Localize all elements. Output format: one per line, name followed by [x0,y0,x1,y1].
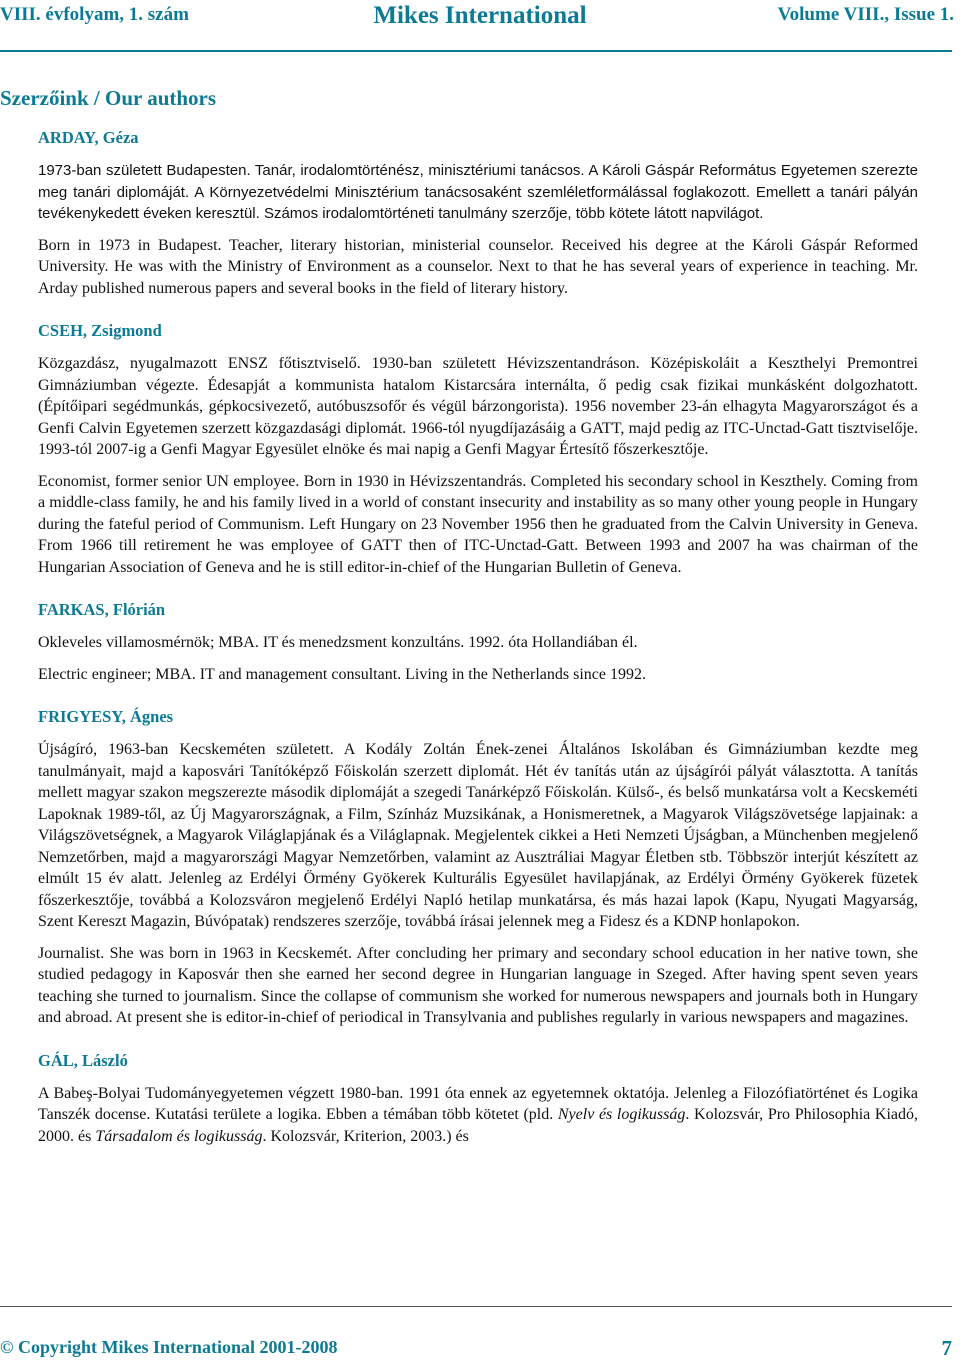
author-name: ARDAY, Géza [38,128,139,147]
author-name: GÁL, László [38,1050,128,1070]
bio-hungarian [38,1083,918,1148]
author-name: FARKAS, Flórián [38,600,166,619]
header-issue-english: Volume VIII., Issue 1. [777,4,954,25]
author-entry-gal [38,1051,918,1148]
header-journal-title: Mikes International [373,2,587,29]
author-entry-farkas [38,600,918,685]
footer-divider [0,1306,952,1307]
section-title: Szerzőink / Our authors [0,86,217,110]
bio-hungarian: Újságíró, 1963-ban Kecskeméten született. A Kodály Zoltán Ének-zenei Általános Iskolában és Gimnáziumban kezdte meg tanulmányait, majd a kaposvári Tanítóképző Főiskolán szerzett diplomát. Hét év tanítás után az újságírói pályát választotta. A tanítás mellett magyar szakon megszerezte második diplomáját a szegedi Tanárképző Főiskolán. Külső-, és belső munkatársa volt a Kecskeméti Lapoknak 1989-től, az Új Magyarországnak, a Film, Színház Muzsikának, a Honismeretnek, a Magyarok Világszövetsége lapjainak: a Világszövetségnek, a Magyarok Világlapjának és a Világlapnak. Megjelentek cikkei a Heti Nemzeti Újságban, a Münchenben megjelenő Nemzetőrben, majd a magyarországi Magyar Nemzetőrben, valamint az Ausztráliai Magyar Életben stb. Többször interjút készített az elmúlt 15 év alatt. Jelenleg az Erdélyi Örmény Gyökerek Kulturális Egyesület havilapjának, az Erdélyi Örmény Gyökerek füzetek főszerkesztője, továbbá a Kolozsváron megjelenő Erdélyi Napló hetilap munkatársa, és más hazai lapok (Kapu, Nyugati Magyarság, Szent Kereszt Magazin, Búvópatak) rendszeres szerzője, továbbá írásai jelennek meg a Fidesz és a KDNP honlapokon. [38,741,918,930]
authors-list [38,128,918,1157]
bio-hungarian: Közgazdász, nyugalmazott ENSZ főtisztviselő. 1930-ban született Hévizszentandráson. Középiskoláit a Keszthelyi Premontrei Gimnáziumban végezte. Édesapját a kommunista hatalom Kistarcsára internálta, ő pedig csak fizikai munkásként dolgozhatott. (Építőipari segédmunkás, gépkocsivezető, autóbuszsofőr és végül bárzongorista). 1956 november 23-án elhagyta Magyarországot és a Genfi Calvin Egyetemen szerzett közgazdasági diplomát. 1966-tól nyugdíjazásáig a GATT, majd pedig az ITC-Unctad-Gatt tisztviselője. 1993-tól 2007-ig a Genfi Magyar Egyesület elnöke és mai napig a Genfi Magyar Értesítő főszerkesztője. [38,355,918,458]
bio-english: Electric engineer; MBA. IT and management consultant. Living in the Netherlands since 1992. [38,665,646,683]
author-name: CSEH, Zsigmond [38,321,162,340]
bio-english: Economist, former senior UN employee. Born in 1930 in Hévizszentandrás. Completed his secondary school in Keszthely. Coming from a middle-class family, he and his family lived in a world of constant insecurity and instability as so many other young people in Hungary during the fateful period of Communism. Left Hungary on 23 November 1956 then he graduated from the Calvin University in Geneva. From 1966 till retirement he was employee of GATT then of ITC-Unctad-Gatt. Between 1993 and 2007 ha was chairman of the Hungarian Association of Geneva and he is still editor-in-chief of the Hungarian Bulletin of Geneva. [38,472,918,576]
book-title: Nyelv és logikusság [557,1106,686,1123]
bio-hungarian: Okleveles villamosmérnök; MBA. IT és menedzsment konzultáns. 1992. óta Hollandiában él. [38,634,638,651]
footer-copyright: © Copyright Mikes International 2001-2008 [0,1337,338,1357]
page-header [0,0,960,40]
bio-text-part: . Kolozsvár, Kriterion, 2003.) és [262,1127,469,1145]
header-issue-hungarian: VIII. évfolyam, 1. szám [0,4,189,25]
book-title: Társadalom és logikusság [95,1127,263,1145]
author-name: FRIGYESY, Ágnes [38,707,174,726]
bio-english: Journalist. She was born in 1963 in Kecskemét. After concluding her primary and secondary school education in her native town, she studied pedagogy in Kaposvár then she earned her second degree in Hungarian language in Szeged. After having spent seven years teaching she turned to journalism. Since the collapse of communism she worked for numerous newspapers and journals both in Hungary and abroad. At present she is editor-in-chief of periodical in Transylvania and publishes regularly in various newspapers and magazines. [38,944,918,1026]
bio-hungarian: 1973-ban született Budapesten. Tanár, irodalomtörténész, minisztériumi tanácsos. A Károli Gáspár Református Egyetemen szerezte meg tanári diplomáját. A Környezetvédelmi Minisztérium tanácsosaként szemléletformálással foglakozott. Emellett a tanári pályán tevékenykedett éveken keresztül. Számos irodalomtörténeti tanulmány szerzője, több kötete látott napvilágot. [38,162,918,222]
bio-text-part: . Kolozsvár, Pro Philosophia Kiadó, 2000. és [38,1106,919,1145]
bio-english: Born in 1973 in Budapest. Teacher, literary historian, ministerial counselor. Received his degree at the Károli Gáspár Reformed University. He was with the Ministry of Environment as a counselor. Next to that he has several years of experience in teaching. Mr. Arday published numerous papers and several books in the field of literary history. [38,236,918,297]
page-number: 7 [941,1336,952,1360]
author-entry-cseh [38,321,918,578]
bio-text-part: A Babeş-Bolyai Tudományegyetemen végzett 1980-ban. 1991 óta ennek az egyetemnek oktatója. Jelenleg a Filozófiatörténet és Logika Tanszék docense. Kutatási területe a logika. Ebben a témában több kötetet (pld. [38,1084,918,1123]
author-entry-frigyesy [38,707,918,1029]
header-divider [0,50,952,52]
author-entry-arday [38,128,918,299]
